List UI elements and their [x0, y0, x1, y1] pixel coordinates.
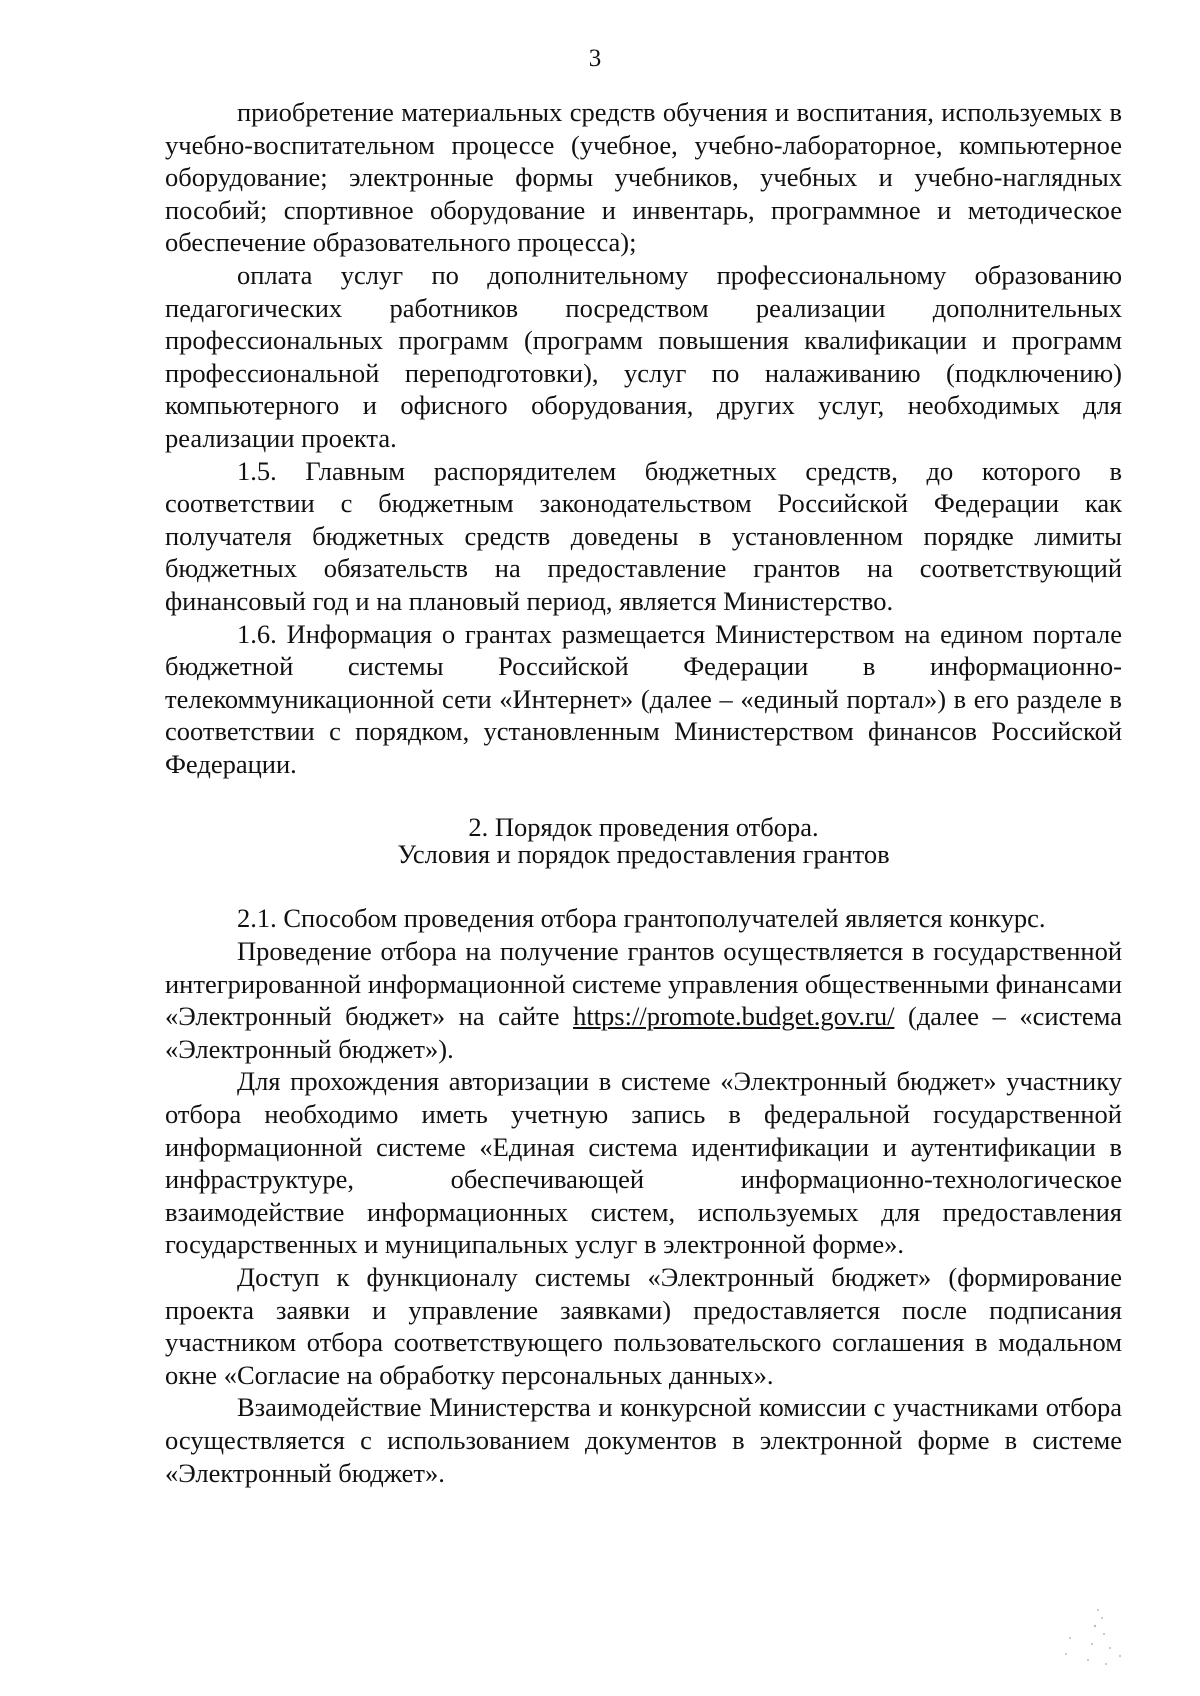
- scan-artifact-marks: [1040, 1604, 1130, 1674]
- page-number: 3: [588, 45, 602, 72]
- paragraph-conduct: [165, 935, 1122, 1065]
- section-heading-line2: Условия и порядок предоставления грантов: [397, 839, 890, 870]
- paragraph-authorization: Для прохождения авторизации в системе «Электронный бюджет» участнику отбора необходимо иметь учетную запись в федеральной государственной информационной системе «Единая система идентификации и аутентификации в инфраструктуре, обеспечивающей информационно-технологическое взаимодействие информационных систем, используемых для предоставления государственных и муниципальных услуг в электронной форме».: [165, 1066, 1122, 1260]
- conduct-text-after-link: (далее – «система «Электронный бюджет»).: [165, 1001, 1122, 1064]
- document-body: [165, 96, 1122, 1489]
- budget-site-link[interactable]: https://promote.budget.gov.ru/: [573, 1001, 895, 1032]
- section-heading-line1: 2. Порядок проведения отбора.: [468, 812, 819, 843]
- section-heading: [165, 814, 1122, 868]
- paragraph-2-1: 2.1. Способом проведения отбора грантополучателей является конкурс.: [237, 903, 1046, 934]
- paragraph-1-5: 1.5. Главным распорядителем бюджетных средств, до которого в соответствии с бюджетным законодательством Российской Федерации как получателя бюджетных средств доведены в установленном порядке лимиты бюджетных обязательств на предоставление грантов на соответствующий финансовый год и на плановый период, является Министерство.: [165, 455, 1122, 616]
- paragraph-interaction: Взаимодействие Министерства и конкурсной комиссии с участниками отбора осуществляется с использованием документов в электронной форме в системе «Электронный бюджет».: [165, 1392, 1122, 1488]
- paragraph-access: Доступ к функционалу системы «Электронный бюджет» (формирование проекта заявки и управление заявками) предоставляется после подписания участником отбора соответствующего пользовательского соглашения в модальном окне «Согласие на обработку персональных данных».: [165, 1262, 1122, 1390]
- paragraph-payment: оплата услуг по дополнительному профессиональному образованию педагогических работников посредством реализации дополнительных профессиональных программ (программ повышения квалификации и программ профессиональной переподготовки), услуг по налаживанию (подключению) компьютерного и офисного оборудования, других услуг, необходимых для реализации проекта.: [165, 259, 1122, 453]
- conduct-text-before-link: Проведение отбора на получение грантов осуществляется в государственной интегрированной информационной системе управления общественными финансами «Электронный бюджет» на сайте: [165, 936, 1122, 1032]
- paragraph-1-6: 1.6. Информация о грантах размещается Министерством на едином портале бюджетной системы Российской Федерации в информационно-телекоммуникационной сети «Интернет» (далее – «единый портал») в его разделе в соответствии с порядком, установленным Министерством финансов Российской Федерации.: [165, 618, 1122, 779]
- paragraph-purchase: приобретение материальных средств обучения и воспитания, используемых в учебно-воспитательном процессе (учебное, учебно-лабораторное, компьютерное оборудование; электронные формы учебников, учебных и учебно-наглядных пособий; спортивное оборудование и инвентарь, программное и методическое обеспечение образовательного процесса);: [165, 97, 1122, 258]
